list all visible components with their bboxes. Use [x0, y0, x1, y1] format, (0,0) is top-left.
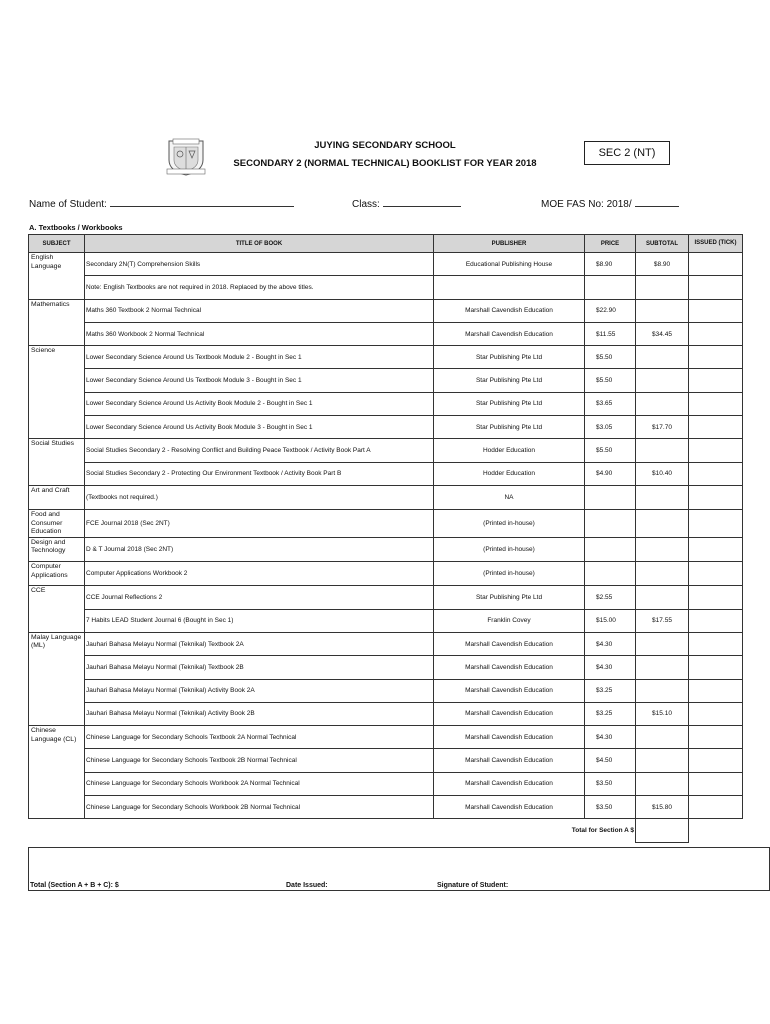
table-row [29, 772, 743, 795]
book-price: $4.30 [585, 632, 636, 655]
table-header-row [29, 235, 743, 253]
subject-subtotal [636, 562, 689, 586]
table-row [29, 537, 743, 561]
subject-subtotal: $8.90 [636, 253, 689, 276]
issued-tick-box[interactable] [689, 276, 743, 299]
issued-tick-box[interactable] [689, 679, 743, 702]
subject-subtotal [636, 485, 689, 509]
subject-subtotal [636, 439, 689, 462]
book-price: $5.50 [585, 369, 636, 392]
book-title: 7 Habits LEAD Student Journal 6 (Bought in Sec 1) [85, 609, 434, 632]
book-price: $8.90 [585, 253, 636, 276]
book-price [585, 485, 636, 509]
book-publisher: Star Publishing Pte Ltd [434, 369, 585, 392]
book-price: $3.05 [585, 416, 636, 439]
table-row [29, 416, 743, 439]
issued-tick-box[interactable] [689, 392, 743, 415]
book-title: Social Studies Secondary 2 - Protecting Our Environment Textbook / Activity Book Part B [85, 462, 434, 485]
table-row [29, 253, 743, 276]
subject-subtotal [636, 346, 689, 369]
school-name: JUYING SECONDARY SCHOOL [314, 140, 456, 151]
subject-subtotal [636, 510, 689, 538]
subject-fce: Food and Consumer Education [29, 510, 85, 538]
table-row [29, 485, 743, 509]
book-price: $4.30 [585, 656, 636, 679]
signature-label: Signature of Student: [437, 882, 509, 889]
book-price: $3.25 [585, 702, 636, 725]
book-price: $22.90 [585, 299, 636, 322]
book-title: Secondary 2N(T) Comprehension Skills [85, 253, 434, 276]
book-price: $4.50 [585, 749, 636, 772]
col-title: TITLE OF BOOK [85, 235, 434, 253]
subject-subtotal [636, 749, 689, 772]
book-title: (Textbooks not required.) [85, 485, 434, 509]
issued-tick-box[interactable] [689, 369, 743, 392]
subject-dt: Design and Technology [29, 537, 85, 561]
subject-subtotal: $15.80 [636, 796, 689, 819]
table-row [29, 632, 743, 655]
table-row [29, 609, 743, 632]
subject-malay: Malay Language (ML) [29, 632, 85, 725]
book-title: Chinese Language for Secondary Schools Textbook 2A Normal Technical [85, 726, 434, 749]
book-publisher: Marshall Cavendish Education [434, 632, 585, 655]
book-price: $11.55 [585, 322, 636, 345]
book-title: Computer Applications Workbook 2 [85, 562, 434, 586]
book-publisher: Star Publishing Pte Ltd [434, 392, 585, 415]
book-publisher: NA [434, 485, 585, 509]
book-title: Chinese Language for Secondary Schools Workbook 2B Normal Technical [85, 796, 434, 819]
issued-tick-box[interactable] [689, 322, 743, 345]
issued-tick-box[interactable] [689, 702, 743, 725]
grand-total-label: Total (Section A + B + C): $ [30, 882, 119, 889]
book-title: Maths 360 Workbook 2 Normal Technical [85, 322, 434, 345]
book-publisher: Star Publishing Pte Ltd [434, 346, 585, 369]
book-publisher: Hodder Education [434, 439, 585, 462]
issued-tick-box[interactable] [689, 632, 743, 655]
book-publisher: Marshall Cavendish Education [434, 299, 585, 322]
book-title: Jauhari Bahasa Melayu Normal (Teknikal) Textbook 2A [85, 632, 434, 655]
table-row [29, 369, 743, 392]
level-box: SEC 2 (NT) [584, 141, 670, 165]
subject-subtotal [636, 772, 689, 795]
book-title: Jauhari Bahasa Melayu Normal (Teknikal) Activity Book 2B [85, 702, 434, 725]
subject-maths: Mathematics [29, 299, 85, 346]
book-publisher: Marshall Cavendish Education [434, 796, 585, 819]
issued-tick-box[interactable] [689, 772, 743, 795]
moe-fas-field[interactable] [541, 197, 679, 210]
issued-tick-box[interactable] [689, 796, 743, 819]
issued-tick-box[interactable] [689, 416, 743, 439]
table-row [29, 462, 743, 485]
issued-tick-box[interactable] [689, 749, 743, 772]
subject-science: Science [29, 346, 85, 439]
summary-box [28, 847, 770, 891]
subject-chinese: Chinese Language (CL) [29, 726, 85, 819]
subject-social-studies: Social Studies [29, 439, 85, 486]
book-title: Lower Secondary Science Around Us Textbook Module 3 - Bought in Sec 1 [85, 369, 434, 392]
table-row [29, 439, 743, 462]
book-price: $4.30 [585, 726, 636, 749]
book-price: $3.25 [585, 679, 636, 702]
book-price: $3.50 [585, 772, 636, 795]
book-publisher: Marshall Cavendish Education [434, 702, 585, 725]
subject-subtotal [636, 679, 689, 702]
subject-subtotal: $17.55 [636, 609, 689, 632]
class-field[interactable] [352, 197, 461, 210]
book-price [585, 537, 636, 561]
book-price: $15.00 [585, 609, 636, 632]
col-subtotal: SUBTOTAL [636, 235, 689, 253]
book-title: Chinese Language for Secondary Schools Workbook 2A Normal Technical [85, 772, 434, 795]
book-title: Maths 360 Textbook 2 Normal Technical [85, 299, 434, 322]
col-subject: SUBJECT [29, 235, 85, 253]
student-name-label: Name of Student: [29, 199, 107, 210]
subject-subtotal [636, 276, 689, 299]
book-price: $5.50 [585, 346, 636, 369]
table-row [29, 392, 743, 415]
book-price [585, 562, 636, 586]
book-publisher: Marshall Cavendish Education [434, 679, 585, 702]
book-title: CCE Journal Reflections 2 [85, 586, 434, 609]
subject-subtotal: $34.45 [636, 322, 689, 345]
book-title: Lower Secondary Science Around Us Activity Book Module 2 - Bought in Sec 1 [85, 392, 434, 415]
subject-english: English Language [29, 253, 85, 300]
col-publisher: PUBLISHER [434, 235, 585, 253]
issued-tick-box[interactable] [689, 485, 743, 509]
book-title: Lower Secondary Science Around Us Activity Book Module 3 - Bought in Sec 1 [85, 416, 434, 439]
book-price: $4.90 [585, 462, 636, 485]
table-row [29, 726, 743, 749]
book-price [585, 276, 636, 299]
book-price [585, 510, 636, 538]
book-title: Chinese Language for Secondary Schools Textbook 2B Normal Technical [85, 749, 434, 772]
book-title: Jauhari Bahasa Melayu Normal (Teknikal) Activity Book 2A [85, 679, 434, 702]
book-publisher: (Printed in-house) [434, 537, 585, 561]
subject-subtotal [636, 656, 689, 679]
book-publisher: Marshall Cavendish Education [434, 322, 585, 345]
section-a-total-box[interactable] [636, 819, 689, 842]
issued-tick-box[interactable] [689, 462, 743, 485]
book-publisher: Hodder Education [434, 462, 585, 485]
book-title: Lower Secondary Science Around Us Textbook Module 2 - Bought in Sec 1 [85, 346, 434, 369]
book-title: Note: English Textbooks are not required in 2018. Replaced by the above titles. [85, 276, 434, 299]
book-publisher: Educational Publishing House [434, 253, 585, 276]
book-publisher [434, 276, 585, 299]
book-publisher: (Printed in-house) [434, 562, 585, 586]
book-title: FCE Journal 2018 (Sec 2NT) [85, 510, 434, 538]
book-publisher: Franklin Covey [434, 609, 585, 632]
moe-fas-label: MOE FAS No: 2018/ [541, 199, 632, 210]
issued-tick-box[interactable] [689, 346, 743, 369]
subject-subtotal: $10.40 [636, 462, 689, 485]
issued-tick-box[interactable] [689, 656, 743, 679]
table-row [29, 749, 743, 772]
book-price: $2.55 [585, 586, 636, 609]
subject-subtotal: $15.10 [636, 702, 689, 725]
table-row [29, 679, 743, 702]
booklist-title: SECONDARY 2 (NORMAL TECHNICAL) BOOKLIST FOR YEAR 2018 [233, 158, 537, 169]
table-row [29, 702, 743, 725]
subject-subtotal [636, 369, 689, 392]
table-row [29, 796, 743, 819]
issued-tick-box[interactable] [689, 562, 743, 586]
issued-tick-box[interactable] [689, 253, 743, 276]
book-publisher: Marshall Cavendish Education [434, 726, 585, 749]
book-publisher: (Printed in-house) [434, 510, 585, 538]
subject-subtotal [636, 586, 689, 609]
class-label: Class: [352, 199, 380, 210]
book-publisher: Star Publishing Pte Ltd [434, 586, 585, 609]
col-issued: ISSUED (TICK) [689, 235, 743, 253]
table-row [29, 510, 743, 538]
section-a-title: A. Textbooks / Workbooks [29, 223, 123, 232]
table-row [29, 322, 743, 345]
book-publisher: Star Publishing Pte Ltd [434, 416, 585, 439]
date-issued-label: Date Issued: [286, 882, 328, 889]
table-row [29, 586, 743, 609]
section-a-total-label: Total for Section A $ [571, 827, 634, 835]
col-price: PRICE [585, 235, 636, 253]
book-title: Jauhari Bahasa Melayu Normal (Teknikal) Textbook 2B [85, 656, 434, 679]
subject-subtotal [636, 392, 689, 415]
book-price: $3.50 [585, 796, 636, 819]
subject-subtotal [636, 299, 689, 322]
section-total-row [29, 819, 743, 842]
issued-tick-box[interactable] [689, 586, 743, 609]
subject-subtotal [636, 537, 689, 561]
book-publisher: Marshall Cavendish Education [434, 656, 585, 679]
booklist-table [28, 234, 743, 843]
book-rows [29, 253, 743, 843]
book-publisher: Marshall Cavendish Education [434, 772, 585, 795]
book-price: $3.65 [585, 392, 636, 415]
issued-tick-box[interactable] [689, 726, 743, 749]
subject-subtotal [636, 726, 689, 749]
book-price: $5.50 [585, 439, 636, 462]
issued-tick-box[interactable] [689, 609, 743, 632]
subject-subtotal [636, 632, 689, 655]
book-publisher: Marshall Cavendish Education [434, 749, 585, 772]
student-name-field[interactable] [29, 197, 294, 210]
school-crest-logo [165, 138, 207, 176]
table-row [29, 562, 743, 586]
issued-tick-box[interactable] [689, 510, 743, 538]
issued-tick-box[interactable] [689, 299, 743, 322]
subject-computer: Computer Applications [29, 562, 85, 586]
table-row [29, 299, 743, 322]
subject-subtotal: $17.70 [636, 416, 689, 439]
subject-art: Art and Craft [29, 485, 85, 509]
table-row [29, 656, 743, 679]
issued-tick-box[interactable] [689, 537, 743, 561]
subject-cce: CCE [29, 586, 85, 633]
book-title: D & T Journal 2018 (Sec 2NT) [85, 537, 434, 561]
table-row [29, 276, 743, 299]
book-title: Social Studies Secondary 2 - Resolving Conflict and Building Peace Textbook / Activity Book Part A [85, 439, 434, 462]
issued-tick-box[interactable] [689, 439, 743, 462]
table-row [29, 346, 743, 369]
